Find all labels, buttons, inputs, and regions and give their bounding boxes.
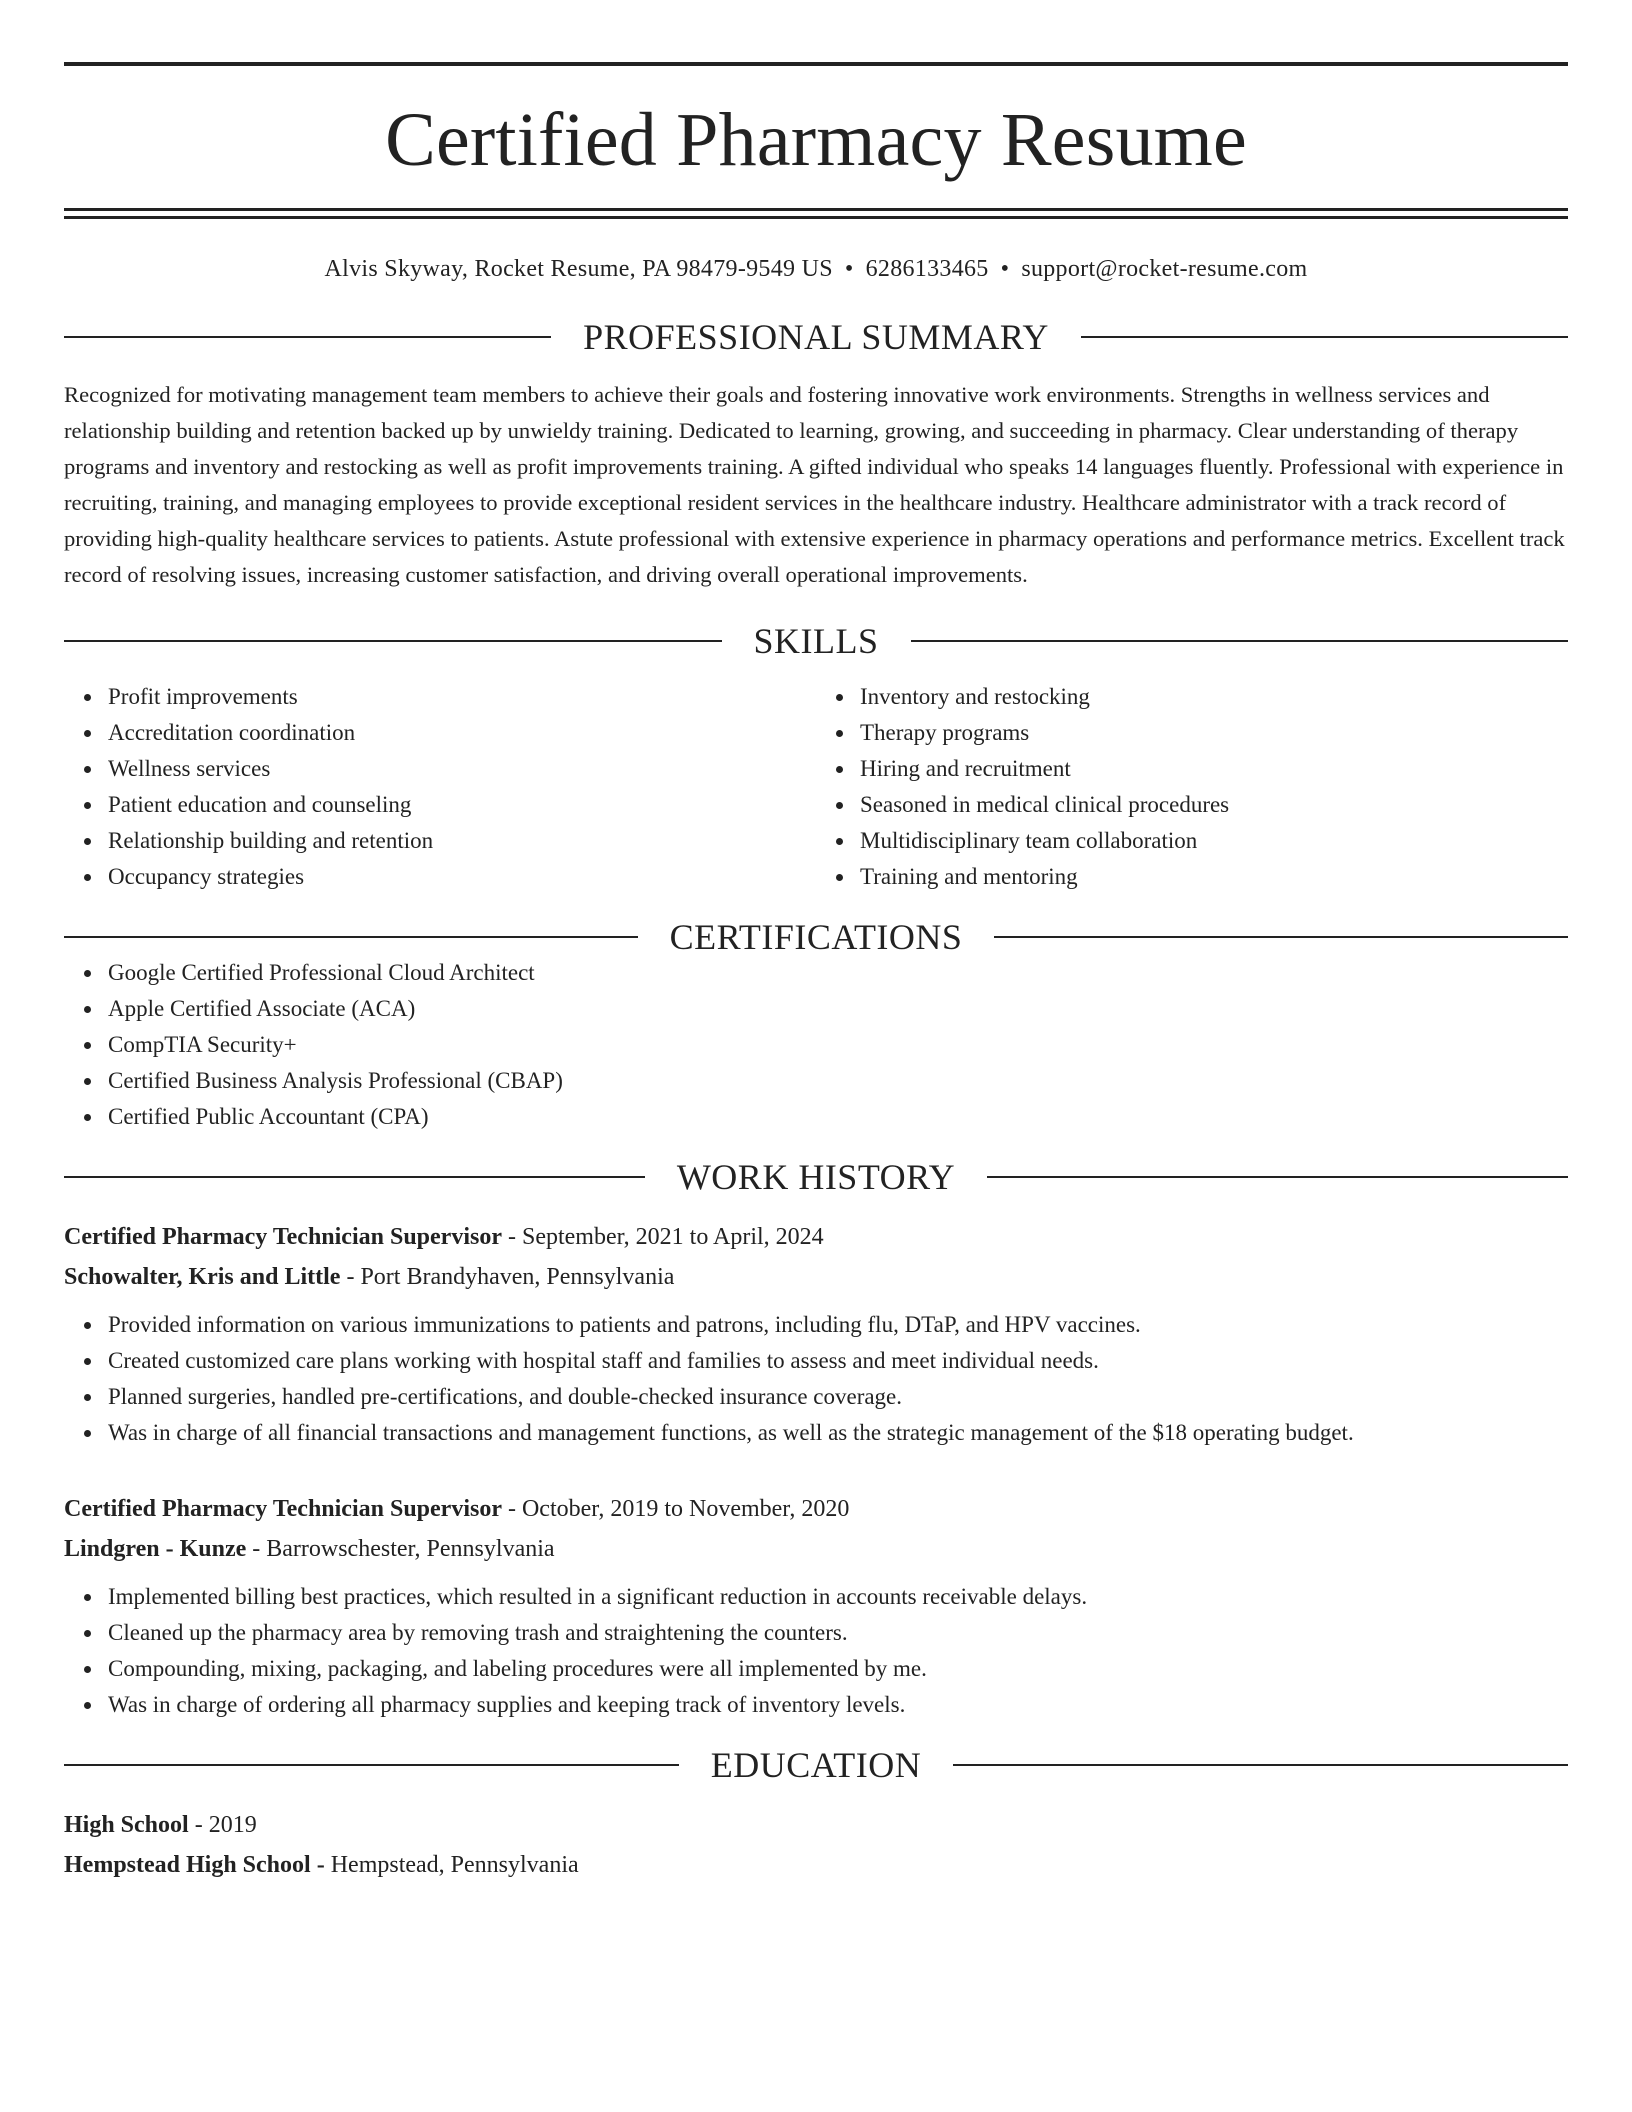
skill-item: Occupancy strategies: [108, 859, 816, 895]
skills-heading: SKILLS: [753, 621, 879, 661]
certification-item: CompTIA Security+: [108, 1027, 1568, 1063]
job-duty-item: Implemented billing best practices, which resulted in a significant reduction in accounts receivable delays.: [108, 1579, 1568, 1615]
job-duty-item: Created customized care plans working with hospital staff and families to assess and meet individual needs.: [108, 1343, 1568, 1379]
education-school-separator: -: [310, 1852, 331, 1878]
job-company-line: [64, 1529, 1568, 1569]
skill-item: Patient education and counseling: [108, 787, 816, 823]
education-degree-line: [64, 1805, 1568, 1845]
education-school-line: [64, 1845, 1568, 1885]
job-duties-list: [64, 1307, 1568, 1451]
job-duties-list: [64, 1579, 1568, 1723]
contact-separator: •: [1000, 256, 1010, 282]
job-entry: [64, 1489, 1568, 1723]
divider-line: [953, 1764, 1568, 1766]
top-rule: [64, 62, 1568, 66]
summary-heading: PROFESSIONAL SUMMARY: [583, 317, 1049, 357]
job-duty-item: Compounding, mixing, packaging, and labeling procedures were all implemented by me.: [108, 1651, 1568, 1687]
skill-item: Accreditation coordination: [108, 715, 816, 751]
job-duty-item: Was in charge of ordering all pharmacy supplies and keeping track of inventory levels.: [108, 1687, 1568, 1723]
skill-item: Relationship building and retention: [108, 823, 816, 859]
skill-item: Seasoned in medical clinical procedures: [860, 787, 1568, 823]
contact-email: support@rocket-resume.com: [1021, 256, 1308, 282]
certification-item: Certified Public Accountant (CPA): [108, 1099, 1568, 1135]
title-double-rule: [64, 208, 1568, 219]
certification-item: Apple Certified Associate (ACA): [108, 991, 1568, 1027]
contact-separator: •: [844, 256, 854, 282]
skill-item: Therapy programs: [860, 715, 1568, 751]
certification-item: Google Certified Professional Cloud Architect: [108, 955, 1568, 991]
skill-item: Inventory and restocking: [860, 679, 1568, 715]
education-year: - 2019: [188, 1812, 257, 1838]
job-location: - Port Brandyhaven, Pennsylvania: [340, 1264, 675, 1290]
job-location: - Barrowschester, Pennsylvania: [246, 1536, 555, 1562]
education-school: Hempstead High School: [64, 1852, 311, 1878]
certifications-list: [64, 955, 1568, 1135]
divider-line: [64, 640, 722, 642]
divider-line: [64, 936, 638, 938]
education-degree: High School: [64, 1812, 189, 1838]
job-duty-item: Was in charge of all financial transactions and management functions, as well as the strategic management of the $18 operating budget.: [108, 1415, 1568, 1451]
education-heading: EDUCATION: [710, 1745, 922, 1785]
education-location: Hempstead, Pennsylvania: [330, 1852, 579, 1878]
skills-section-header: [64, 623, 1568, 659]
job-duty-item: Cleaned up the pharmacy area by removing trash and straightening the counters.: [108, 1615, 1568, 1651]
skills-list-right: [816, 679, 1568, 895]
skill-item: Multidisciplinary team collaboration: [860, 823, 1568, 859]
work-history-section-header: [64, 1159, 1568, 1195]
job-company: Lindgren - Kunze: [64, 1536, 247, 1562]
divider-line: [987, 1176, 1568, 1178]
skill-item: Wellness services: [108, 751, 816, 787]
skill-item: Training and mentoring: [860, 859, 1568, 895]
education-entry: [64, 1805, 1568, 1885]
skills-grid: [64, 679, 1568, 895]
skills-list-left: [64, 679, 816, 895]
resume-title: Certified Pharmacy Resume: [385, 98, 1247, 182]
contact-address: Alvis Skyway, Rocket Resume, PA 98479-9549 US: [324, 256, 833, 282]
certification-item: Certified Business Analysis Professional (CBAP): [108, 1063, 1568, 1099]
summary-text: Recognized for motivating management team members to achieve their goals and fostering innovative work environments. Strengths in wellness services and relationship building and retention backed up by unwieldy training. Dedicated to learning, growing, and succeeding in pharmacy. Clear understanding of therapy programs and inventory and restocking as well as profit improvements training. A gifted individual who speaks 14 languages fluently. Professional with experience in recruiting, training, and managing employees to provide exceptional resident services in the healthcare industry. Healthcare administrator with a track record of providing high-quality healthcare services to patients. Astute professional with extensive experience in pharmacy operations and performance metrics. Excellent track record of resolving issues, increasing customer satisfaction, and driving overall operational improvements.: [64, 382, 1565, 587]
skill-item: Profit improvements: [108, 679, 816, 715]
certifications-section-header: [64, 919, 1568, 955]
job-duty-item: Planned surgeries, handled pre-certifications, and double-checked insurance coverage.: [108, 1379, 1568, 1415]
contact-phone: 6286133465: [865, 256, 989, 282]
job-title-line: [64, 1489, 1568, 1529]
divider-line: [1081, 336, 1568, 338]
divider-line: [64, 1764, 679, 1766]
job-dates: - October, 2019 to November, 2020: [501, 1496, 850, 1522]
education-section-header: [64, 1747, 1568, 1783]
divider-line: [64, 336, 551, 338]
contact-line: [64, 257, 1568, 281]
job-title: Certified Pharmacy Technician Supervisor: [64, 1224, 502, 1250]
summary-section-header: [64, 319, 1568, 355]
divider-line: [911, 640, 1569, 642]
certifications-heading: CERTIFICATIONS: [669, 917, 963, 957]
divider-line: [994, 936, 1568, 938]
job-title: Certified Pharmacy Technician Supervisor: [64, 1496, 502, 1522]
divider-line: [64, 1176, 645, 1178]
job-company-line: [64, 1257, 1568, 1297]
work-history-heading: WORK HISTORY: [676, 1157, 956, 1197]
job-company: Schowalter, Kris and Little: [64, 1264, 341, 1290]
job-dates: - September, 2021 to April, 2024: [501, 1224, 824, 1250]
job-duty-item: Provided information on various immunizations to patients and patrons, including flu, DTaP, and HPV vaccines.: [108, 1307, 1568, 1343]
skill-item: Hiring and recruitment: [860, 751, 1568, 787]
job-entry: [64, 1217, 1568, 1451]
job-title-line: [64, 1217, 1568, 1257]
